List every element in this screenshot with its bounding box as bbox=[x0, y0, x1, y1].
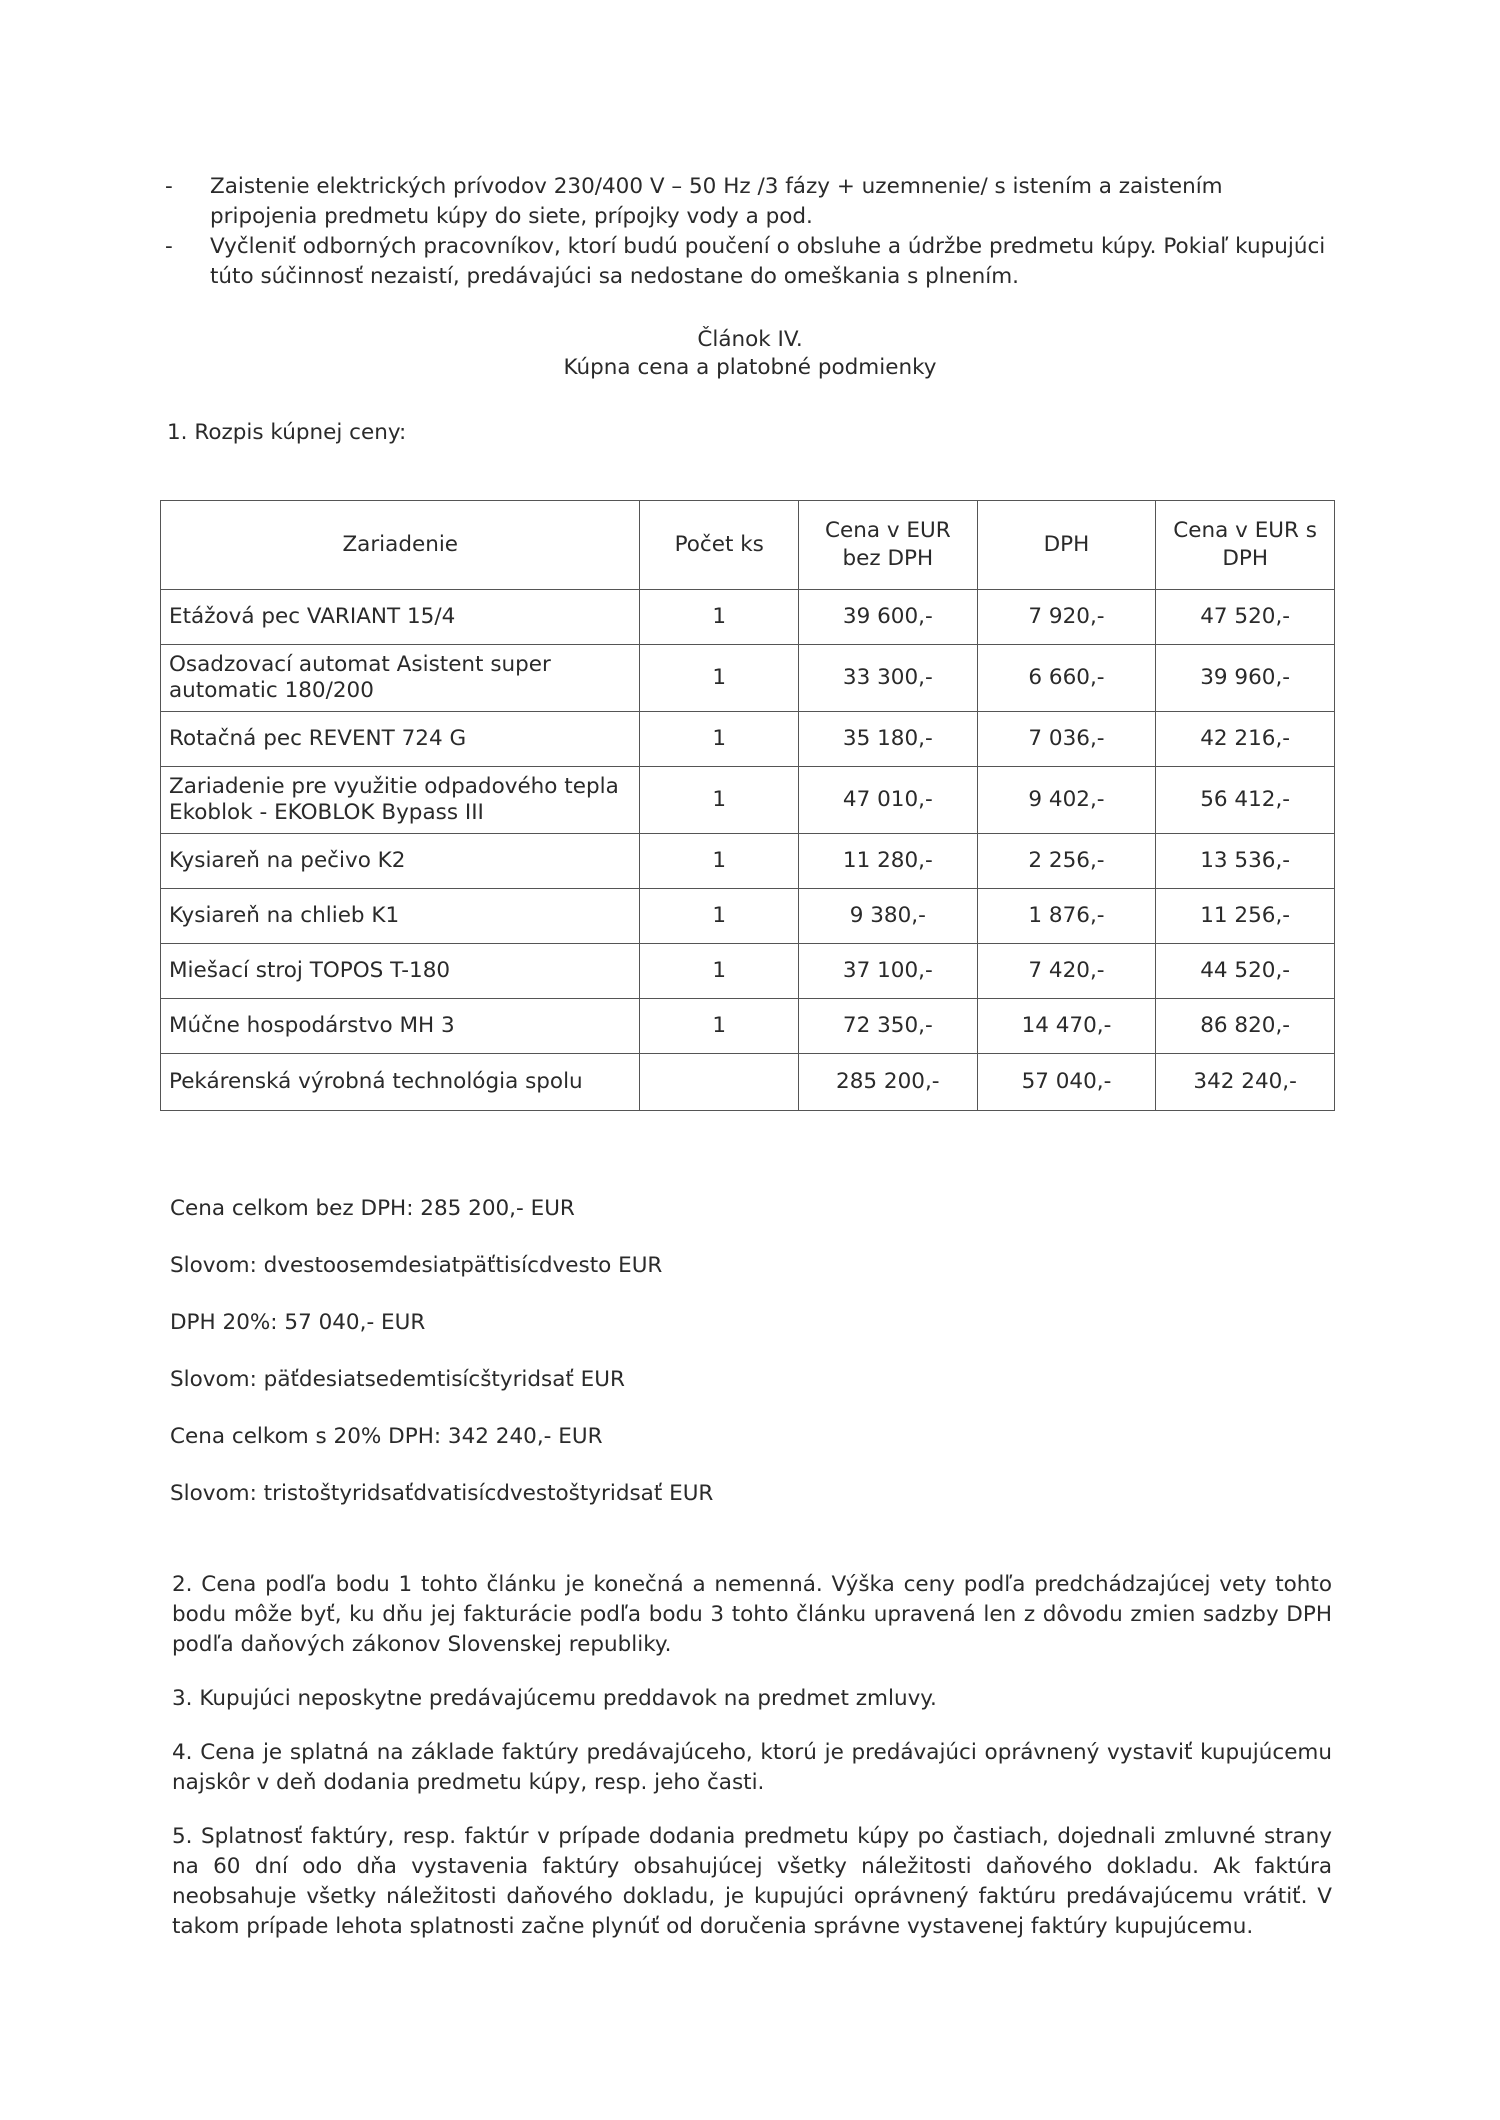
cell-net: 47 010,- bbox=[798, 767, 977, 834]
header-qty: Počet ks bbox=[640, 501, 798, 590]
cell-qty: 1 bbox=[640, 889, 798, 944]
cell-qty: 1 bbox=[640, 590, 798, 645]
cell-net: 9 380,- bbox=[798, 889, 977, 944]
cell-vat: 14 470,- bbox=[977, 999, 1156, 1054]
table-row bbox=[161, 889, 1335, 944]
price-table bbox=[160, 500, 1335, 1111]
bullet-dash: - bbox=[165, 234, 173, 259]
cell-vat: 9 402,- bbox=[977, 767, 1156, 834]
cell-total-label: Pekárenská výrobná technológia spolu bbox=[161, 1054, 640, 1111]
cell-device: Kysiareň na pečivo K2 bbox=[161, 834, 640, 889]
cell-qty: 1 bbox=[640, 834, 798, 889]
summary-line: Slovom: dvestoosemdesiatpäťtisícdvesto EUR bbox=[170, 1253, 663, 1278]
paragraph: 2. Cena podľa bodu 1 tohto článku je konečná a nemenná. Výška ceny podľa predchádzajúcej vety tohto bodu môže byť, ku dňu jej fakturácie podľa bodu 3 tohto článku upravená len z dôvodu zmien sadzby DPH podľa daňových zákonov Slovenskej republiky. bbox=[172, 1572, 1332, 1657]
cell-net: 33 300,- bbox=[798, 645, 977, 712]
table-row bbox=[161, 712, 1335, 767]
cell-net: 72 350,- bbox=[798, 999, 977, 1054]
cell-gross: 44 520,- bbox=[1156, 944, 1335, 999]
cell-vat: 7 920,- bbox=[977, 590, 1156, 645]
list-item bbox=[165, 172, 1330, 232]
paragraph: 4. Cena je splatná na základe faktúry predávajúceho, ktorú je predávajúci oprávnený vystaviť kupujúcemu najskôr v deň dodania predmetu kúpy, resp. jeho časti. bbox=[172, 1740, 1332, 1795]
article-number: Článok IV. bbox=[697, 327, 803, 352]
cell-gross: 11 256,- bbox=[1156, 889, 1335, 944]
header-vat: DPH bbox=[977, 501, 1156, 590]
price-summary bbox=[170, 1195, 713, 1537]
cell-total-net: 285 200,- bbox=[798, 1054, 977, 1111]
cell-net: 39 600,- bbox=[798, 590, 977, 645]
cell-qty: 1 bbox=[640, 999, 798, 1054]
cell-total-vat: 57 040,- bbox=[977, 1054, 1156, 1111]
article-title: Kúpna cena a platobné podmienky bbox=[563, 355, 937, 380]
table-row bbox=[161, 645, 1335, 712]
bullet-dash: - bbox=[165, 174, 173, 199]
cell-device: Zariadenie pre využitie odpadového tepla Ekoblok - EKOBLOK Bypass III bbox=[161, 767, 640, 834]
cell-device: Kysiareň na chlieb K1 bbox=[161, 889, 640, 944]
cell-qty: 1 bbox=[640, 944, 798, 999]
cell-gross: 56 412,- bbox=[1156, 767, 1335, 834]
cell-vat: 2 256,- bbox=[977, 834, 1156, 889]
cell-vat: 7 036,- bbox=[977, 712, 1156, 767]
summary-line: Cena celkom bez DPH: 285 200,- EUR bbox=[170, 1196, 575, 1221]
summary-line: Cena celkom s 20% DPH: 342 240,- EUR bbox=[170, 1424, 603, 1449]
table-row bbox=[161, 999, 1335, 1054]
cell-qty: 1 bbox=[640, 767, 798, 834]
header-net: Cena v EUR bez DPH bbox=[798, 501, 977, 590]
summary-line: DPH 20%: 57 040,- EUR bbox=[170, 1310, 426, 1335]
requirements-list bbox=[165, 172, 1330, 292]
header-gross: Cena v EUR s DPH bbox=[1156, 501, 1335, 590]
summary-line: Slovom: päťdesiatsedemtisícštyridsať EUR bbox=[170, 1367, 625, 1392]
table-total-row bbox=[161, 1054, 1335, 1111]
cell-gross: 47 520,- bbox=[1156, 590, 1335, 645]
payment-terms bbox=[172, 1570, 1332, 1966]
cell-gross: 42 216,- bbox=[1156, 712, 1335, 767]
cell-vat: 6 660,- bbox=[977, 645, 1156, 712]
section-intro: 1. Rozpis kúpnej ceny: bbox=[167, 420, 407, 445]
table-row bbox=[161, 767, 1335, 834]
cell-total-gross: 342 240,- bbox=[1156, 1054, 1335, 1111]
list-item-text: Zaistenie elektrických prívodov 230/400 V – 50 Hz /3 fázy + uzemnenie/ s istením a zaistením pripojenia predmetu kúpy do siete, prípojky vody a pod. bbox=[210, 174, 1223, 229]
cell-qty: 1 bbox=[640, 645, 798, 712]
cell-net: 35 180,- bbox=[798, 712, 977, 767]
table-row bbox=[161, 834, 1335, 889]
cell-device: Osadzovací automat Asistent super automatic 180/200 bbox=[161, 645, 640, 712]
cell-device: Rotačná pec REVENT 724 G bbox=[161, 712, 640, 767]
cell-gross: 13 536,- bbox=[1156, 834, 1335, 889]
table-row bbox=[161, 944, 1335, 999]
paragraph: 3. Kupujúci neposkytne predávajúcemu preddavok na predmet zmluvy. bbox=[172, 1686, 937, 1711]
cell-gross: 86 820,- bbox=[1156, 999, 1335, 1054]
table-header-row bbox=[161, 501, 1335, 590]
table-row bbox=[161, 590, 1335, 645]
cell-vat: 1 876,- bbox=[977, 889, 1156, 944]
list-item bbox=[165, 232, 1330, 292]
cell-qty: 1 bbox=[640, 712, 798, 767]
list-item-text: Vyčleniť odborných pracovníkov, ktorí budú poučení o obsluhe a údržbe predmetu kúpy. Pokiaľ kupujúci túto súčinnosť nezaistí, predávajúci sa nedostane do omeškania s plnením. bbox=[210, 234, 1326, 289]
paragraph: 5. Splatnosť faktúry, resp. faktúr v prípade dodania predmetu kúpy po častiach, dojednali zmluvné strany na 60 dní odo dňa vystavenia faktúry obsahujúcej všetky náležitosti daňového dokladu. Ak faktúra neobsahuje všetky náležitosti daňového dokladu, je kupujúci oprávnený faktúru predávajúcemu vrátiť. V takom prípade lehota splatnosti začne plynúť od doručenia správne vystavenej faktúry kupujúcemu. bbox=[172, 1824, 1332, 1939]
cell-device: Etážová pec VARIANT 15/4 bbox=[161, 590, 640, 645]
header-device: Zariadenie bbox=[161, 501, 640, 590]
cell-total-qty bbox=[640, 1054, 798, 1111]
cell-net: 37 100,- bbox=[798, 944, 977, 999]
cell-device: Múčne hospodárstvo MH 3 bbox=[161, 999, 640, 1054]
cell-gross: 39 960,- bbox=[1156, 645, 1335, 712]
cell-device: Miešací stroj TOPOS T-180 bbox=[161, 944, 640, 999]
summary-line: Slovom: tristoštyridsaťdvatisícdvestoštyridsať EUR bbox=[170, 1481, 714, 1506]
cell-net: 11 280,- bbox=[798, 834, 977, 889]
cell-vat: 7 420,- bbox=[977, 944, 1156, 999]
